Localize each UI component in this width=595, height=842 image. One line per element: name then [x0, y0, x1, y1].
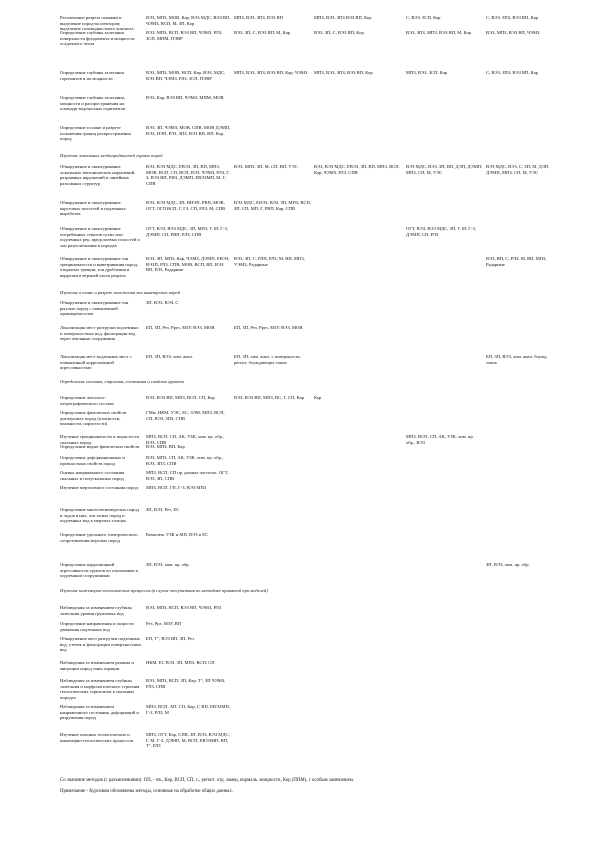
methods-cell: МПЗ, ВЭЗ, ЗПЗ, ВЭЗ ВП, Кор [314, 70, 373, 75]
task-cell: Определение деформационных и прочностных свойств пород [60, 455, 125, 466]
methods-cell: ЕП, ЗП, Рез, Ррез, МЗУ, ВЭЗ, МОВ [146, 325, 215, 330]
methods-cell: С, ВЭЗ, ЗПЗ, ВЭЗ ВП, Кар [486, 15, 538, 20]
methods-cell: ЗП, ВЭЗ, Рез, ЕС [146, 507, 180, 512]
methods-cell: ВЭЗ, МПЗ, ВЭЗ ВП, ЧЭМЗ [486, 30, 540, 35]
methods-cell: НКМ, ЕС ВЭЗ, ЗП, МПЗ, ВСП, СП [146, 660, 215, 665]
task-cell: Изучение мерзлотного состояния пород [60, 485, 138, 490]
section-heading: Изучение инженерно-геологических процессов (в случае отсутствия по методике принятой при моделей) [60, 588, 268, 593]
methods-cell: ВЭЗ, ВЭЗ ВП, МПЗ, ВС, Г, СП, Кар [234, 395, 304, 400]
methods-cell: ГМм, НКМ, УЭС, ЕС, ЗЭМ, МПЗ, ВСП, СП, ВЭЗ, ЗПЗ, СПВ [146, 410, 225, 421]
task-cell: Определение направления и скорости движения подземных вод [60, 621, 134, 632]
methods-cell: ВЭЗ, ВЭЗ МДС, ЕВЭЗ, ЗП, ВП, МПЗ, ВСП, Кар, ЧЭМЗ, РЛЗ, СПВ [314, 164, 400, 175]
task-cell: Обнаружение и оконтуривание зон рыхлых пород с повышенной проницаемостью [60, 300, 129, 317]
methods-cell: ВЭЗ, ВП, С, РЛЗ, М, ВП, МПЗ, Радарные [486, 256, 547, 267]
methods-cell: С, ВЭЗ, ЗСП, Кар [406, 15, 441, 20]
task-cell: Определение глубины залегания поверхности фундамента и мощности осадочного чехла [60, 30, 135, 47]
methods-cell: ВЭЗ, Кар, ВЭЗ ВП, ЧЭМЗ, МПМ, МОВ [146, 95, 224, 100]
methods-cell: МПЗ, ВЭЗ, ЗСП, Кар [406, 70, 448, 75]
task-cell: Оценка напряженного состояния скальных и полускальных пород [60, 470, 125, 481]
task-cell: Определение коррозионной агрессивности грунтов по отношению к подземным сооружениям [60, 562, 139, 579]
methods-cell: ВЭЗ МДС, ВЭЗ, С, ЗП, М, ДЭП, ДЭМП, МПЗ, СП, М, УЭС [486, 164, 550, 175]
methods-cell: ВЭЗ, ЗП, МПЗ, Кар, ЧЭМЗ, ДЭМП, ЕВЭЗ, ВЭЗП, РЛЗ, СПВ, МОВ, ВСП, ВП, ВЭЗ ВП, РЛЗ, Радарные [146, 256, 230, 273]
methods-cell: ВЭЗ, ВЭЗ ВП, МПЗ, ВСП, СП, Кар [146, 395, 215, 400]
task-cell: Определение литолого-петрографического состава [60, 395, 114, 406]
methods-cell: ЗП, ВЭЗ, ВЭЗ, С [146, 300, 179, 305]
methods-cell: ВЭЗ, МПЗ, ВСП, ВЭЗ ВП, ЧЭМЗ, РЛЗ [146, 605, 222, 610]
methods-cell: ВЭЗ, ЗП, С, ВЭЗ ВП, Кор [314, 30, 364, 35]
methods-cell: ВЭЗ, ЗП, ЧЭМЗ, МОВ, СПВ, МОВ ДЭМП, ВЭЗ, НЭП, РЛЗ, ЗПЗ, ВЭЗ ВП, ВП, Кор [146, 125, 231, 136]
task-cell: Изучение опасных геологических и инженерно-геологических процессов [60, 732, 134, 743]
task-cell: Определение глубины залегания, мощности и распространения на площади водоносных горизонтов [60, 95, 126, 112]
task-cell: Определение физических свойств дисперсных пород (плотности, влажности, пористости) [60, 410, 127, 427]
methods-cell: ВЭЗ, ЗП, С, ВЭЗ ВП, М, Кар [234, 30, 291, 35]
task-cell: Локализация мест подземных мест с повышенной коррозионной агрессивностью [60, 354, 132, 371]
methods-cell: МПЗ, ВСП, СП, АК, УЗК, хим. пр. обр., ВЭЗ [406, 434, 474, 445]
methods-cell: ОГТ, ВЭЗ, ВЭЗ МДС, ЗП, МПЗ, Г, М, Г-З, ДЭМП, СП, РВП, РЛЗ, СПВ [146, 226, 228, 237]
methods-cell: МПЗ, ВЭЗ, ЗПЗ ВЭЗ ВП, Кор [314, 15, 372, 20]
methods-cell: ЗП, ВЭЗ, хим. пр. обр. [146, 562, 190, 567]
methods-cell: Рез, Ррз, МЗУ, ВП [146, 621, 182, 626]
methods-cell: С, ВЭЗ, ЗПЗ, ВЭЗ ВП, Кар [486, 70, 538, 75]
footnote-note: Примечание - Курсивом обозначены методы, основные на обработке общих данных. [60, 789, 233, 794]
task-cell: Обнаружение мест разгрузки подземных вод, утечек и фильтрации поверхностных вод [60, 636, 142, 653]
methods-cell: МПЗ, ВСП, СП пр. разных частотах, ОГТ, ВЭЗ, ЗП, СПВ [146, 470, 229, 481]
task-cell: Наблюдения за изменением глубины залегания уровня грунтовых вод [60, 605, 132, 616]
methods-cell: Комплекс УЗК и МП, ВЭЗ и ЕС [146, 532, 209, 537]
methods-cell: ВЭЗ, МПЗ, МОВ, Кар, ВЭЗ МДС, ВЭЗ ВП, ЧЭМЗ, ВСП, М, ЗП, Кор [146, 15, 231, 26]
methods-cell: ВЭЗ, ВЭЗ МДС, ЕВЭЗ, ЗП, ВП, МПЗ, МОВ, ВСП, СП, ВСП, ВЭЗ, ЧЭМЗ, РЛЗ, Г, З, ВЭЗ ВП, РИЗ, ДЭМП, ЕВЭЗМП, М, Г, СПВ [146, 164, 230, 186]
methods-cell: ЕП, Т°, ВЭЗ ВП, ЗП, Рез [146, 636, 194, 641]
methods-cell: ЕП, ЗП, хим. анал. с поверхности, регист. блуждающих токов [234, 354, 301, 365]
methods-cell: ВЭЗ МДС, ВЭЗ, ЗП, ВП, ДЭП, ДЭМП, МПЗ, СП, М, УЭС [406, 164, 483, 175]
methods-cell: ВЭЗ, ВЭЗ МДС, ЗП, ВНЭП, РВП, МОВ, ОГТ, ОГП ВСП, Г, ГЗ, СП, РЛЗ, М, СПВ [146, 200, 226, 211]
task-cell: Определение глубины залегания горизонтов и их мощности [60, 70, 124, 81]
task-cell: Наблюдения за изменением режима и миграции пород зоны аэрации [60, 660, 134, 671]
methods-cell: МПЗ, ВЭЗ, ЗПЗ, ВЭЗ ВП, Кар, ЧЭМЗ [234, 70, 308, 75]
footnote-abbreviations: Со значение методов (с разъяснениями): ОП, - пв., Кар, ВСП, СП, с., регист. отд. замер, нормаль. мощности, Кор (ППМ), с особым замечанием. [60, 778, 354, 783]
task-cell: Локализация мест разгрузки подземных и поверхностных вод, фильтрации вод через земляные сооружения [60, 325, 139, 342]
task-cell: Наблюдения за изменением напряженного состояния, деформаций и разрушения пород [60, 704, 139, 721]
methods-cell: ВЭЗ, МПЗ, МОВ, НСП, Кар, ВЭЗ, МДС, ВЭЗ ВП, ЧЭМЗ, РЛЗ, ЗСП, ПЭВР [146, 70, 226, 81]
methods-cell: ВЭЗ МДС, ЕВЭЗ, ВЭЗ, ЗП, МПЗ, ВСП, ЗП, СП, МП, Г, РВП, Кар, СПВ [234, 200, 311, 211]
methods-cell: МПЗ, ОГТ, Кар, СПВ, ЗП, ВЭЗ, ВЭЗ МДС, Г, М, Г-З, ДЭМП, М, ВСП, ЕВЭЗМП, ВП, Т°, РЛЗ [146, 732, 230, 749]
methods-cell: ВЭЗ, ЗП, С, РЛП, РЛЗ, М, ВП, МПЗ, УЭМЗ, Радарные [234, 256, 305, 267]
methods-cell: ВЭЗ, МПЗ, СП, АК, УЗК, хим. пр. обр., ВЭЗ, ЗПЗ, СПВ [146, 455, 224, 466]
methods-cell: Кар [314, 395, 322, 400]
task-cell: Обнаружение и оконтуривание зон трещиноватости и выветривания пород, открытых трещин, зон дробления и коррозии в верхней части разреза [60, 256, 139, 278]
methods-cell: МПЗ, ВСП, СП, АК, УЗК, хим. пр. обр., ВЭЗ, СПВ [146, 434, 225, 445]
methods-cell: ВЭЗ, МПЗ, ВСП, ЗП, Кар, Т°, ЗП ЧЭМЗ, РЛЗ, СПВ [146, 678, 226, 689]
section-heading: Изучение в плане и разрезе положения зон выветрелых пород [60, 290, 181, 295]
methods-cell: ВЭЗ, МПЗ, ВСП, ВЭЗ ВП, ЧЭМЗ, РЛЗ, ЗСП, МПМ, ПЭВР [146, 30, 223, 41]
task-cell: Обнаружение и оконтуривание погребенных стволов сухих или подземных рек, предслоевых полостей и зон разуплотнения в породах [60, 226, 140, 248]
methods-cell: ВЭЗ, МПЗ, ВП, Кар [146, 444, 185, 449]
methods-cell: ВЭЗ, МПЗ, ЗП, М, СП, ВП, УЭС [234, 164, 298, 169]
task-cell: Определение многолетнемерзлых пород и льдов в них, зон талых пород и подземных вод в мерзлых толщах [60, 507, 139, 524]
methods-cell: МПЗ, ВСП, ГП, Г-З, ВЭЗ МПЗ [146, 485, 207, 490]
methods-cell: ОГТ, ВЭЗ, ВЭЗ МДС, ЗП, Г, М, Г-З, ДЭМП, СП, РЛЗ [406, 226, 476, 237]
methods-cell: ЕП, ЗП, ВЭЗ, хим. анал. [146, 354, 194, 359]
section-heading: Определение состава, строения, состояния и свойств грунтов [60, 379, 184, 384]
task-cell: Обнаружение и оконтуривание карстовых полостей и подземных выработок [60, 200, 126, 217]
task-cell: Обнаружение и оконтуривание локальных тектонических нарушений, разрывных нарушений и линейных разломных структур [60, 164, 136, 186]
section-heading: Изучение локальных неоднородностей горных пород [60, 153, 163, 158]
methods-cell: МПЗ, ВСП, АП, СП, Кар, Г, ВП, ЕВЭЗМП, Г-З, РЛЗ, М [146, 704, 230, 715]
methods-cell: ВЭЗ, ЗПЗ, МПЗ, ВЭЗ ВП, М, Кор [406, 30, 472, 35]
task-cell: Наблюдения за изменением глубины залегания и морфологического строения геологических горизонтов в скальных породах [60, 678, 140, 700]
task-cell: Определение водно-физических свойств [60, 444, 140, 449]
methods-cell: МПЗ, ВЭЗ, ЗПЗ, ВЭЗ ВП [234, 15, 283, 20]
task-cell: Расчленение разреза скважин и выделение пород-коллекторов; выделение газожидкостного контакта [60, 15, 134, 32]
methods-cell: ЕП, ЗП, ВЭЗ, хим. анал. блужд. токов [486, 354, 548, 365]
task-cell: Определение в плане и разрезе положения границ распространения пород [60, 125, 131, 142]
methods-cell: ЕП, ЗП, Рез, Ррез, МЗУ, ВЭЗ, МОВ [234, 325, 303, 330]
task-cell: Изучение трещиноватости и пористости скальных пород [60, 434, 139, 445]
task-cell: Определение удельного электрического сопротивления мерзлых пород [60, 532, 138, 543]
methods-cell: ЗП, ВЭЗ, хим. пр. обр. [486, 562, 530, 567]
